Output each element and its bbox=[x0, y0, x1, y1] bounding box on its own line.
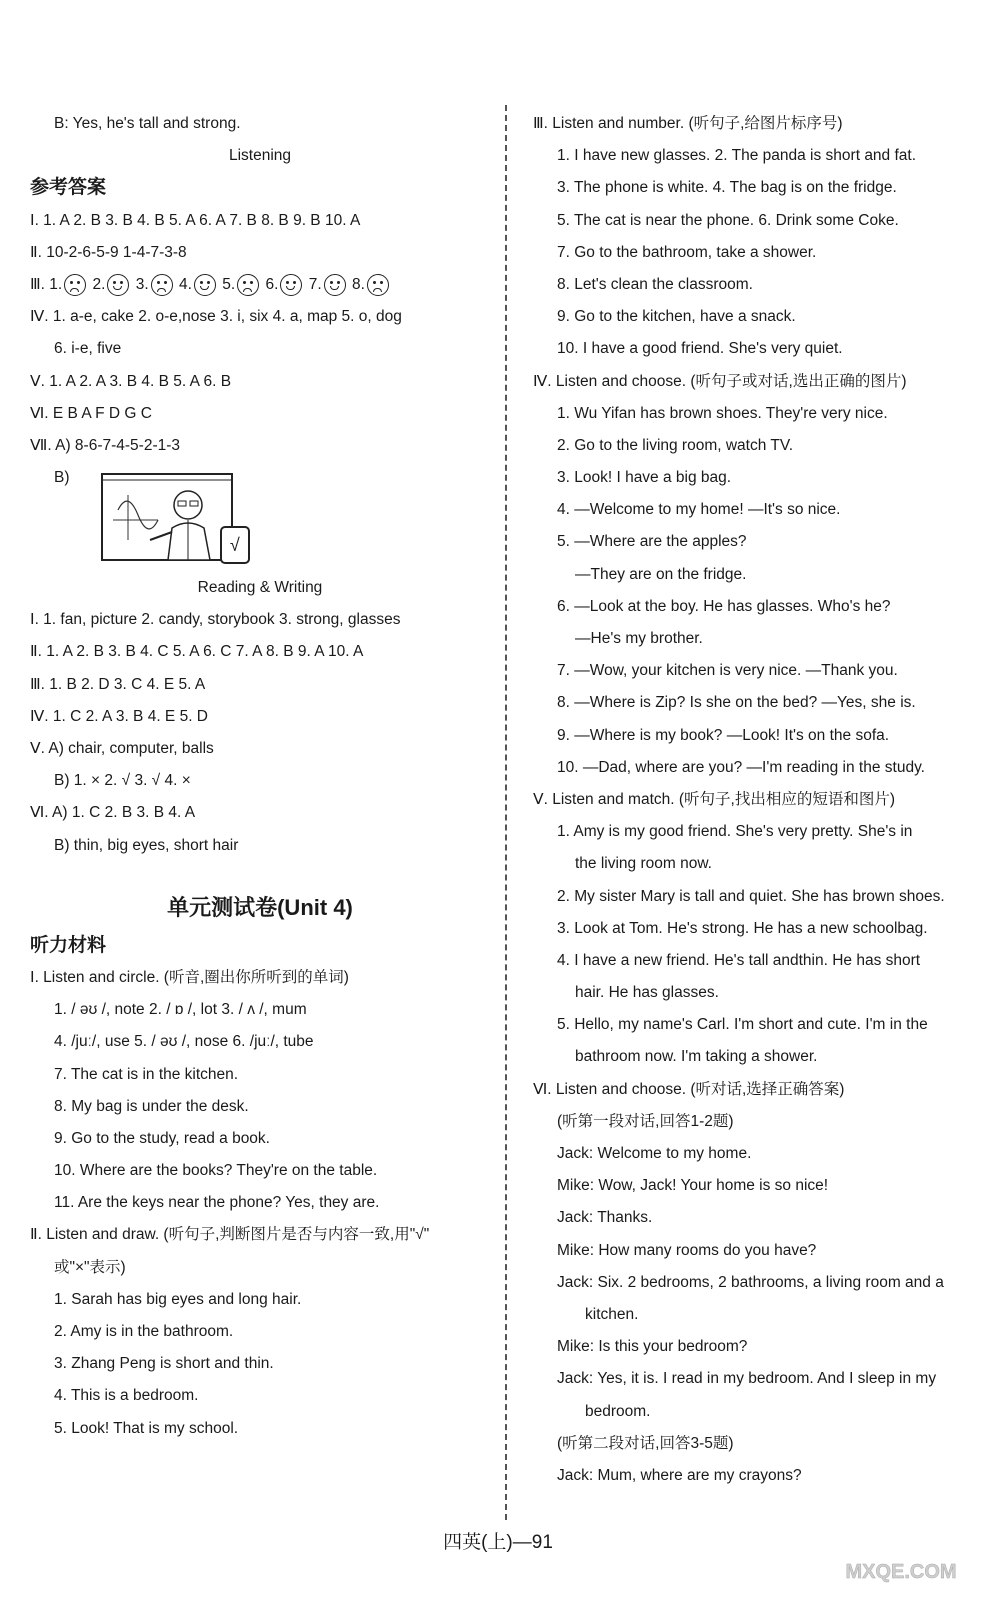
section-heading: Ⅴ. Listen and match. (听句子,找出相应的短语和图片) bbox=[533, 790, 896, 808]
answer-line: Ⅱ. 1. A 2. B 3. B 4. C 5. A 6. C 7. A 8. B 9. A 10. A bbox=[30, 643, 364, 661]
listen-draw-list bbox=[30, 1284, 490, 1445]
listen-item: 1. Sarah has big eyes and long hair. bbox=[54, 1290, 302, 1308]
dialogue-line: Mike: How many rooms do you have? bbox=[557, 1241, 817, 1259]
listen-item: 9. —Where is my book? —Look! It's on the sofa. bbox=[557, 726, 890, 744]
dialogue-line: (听第一段对话,回答1-2题) bbox=[557, 1112, 734, 1130]
dialogue-line: Jack: Welcome to my home. bbox=[557, 1145, 752, 1162]
listen-item: 7. The cat is in the kitchen. bbox=[54, 1065, 239, 1083]
listen-item: 8. —Where is Zip? Is she on the bed? —Yes, she is. bbox=[557, 694, 916, 712]
answer-line: Ⅴ. A) chair, computer, balls bbox=[30, 740, 214, 757]
listen-item: hair. He has glasses. bbox=[575, 984, 719, 1002]
listen-choose-list bbox=[533, 398, 973, 784]
answer-line: Ⅶ. A) 8-6-7-4-5-2-1-3 bbox=[30, 436, 181, 454]
dialogue-line: bedroom. bbox=[585, 1402, 651, 1420]
dialogue-line: Jack: Yes, it is. I read in my bedroom. And I sleep in my bbox=[557, 1370, 937, 1388]
listen-item: 7. —Wow, your kitchen is very nice. —Thank you. bbox=[557, 662, 898, 680]
listen-circle-list bbox=[30, 994, 490, 1219]
unit-title: 单元测试卷(Unit 4) bbox=[167, 894, 353, 920]
listen-item: 3. Zhang Peng is short and thin. bbox=[54, 1355, 274, 1373]
dialogue-line: (听第二段对话,回答3-5题) bbox=[557, 1434, 734, 1452]
listen-item: 7. Go to the bathroom, take a shower. bbox=[557, 243, 817, 261]
sad-face-icon bbox=[151, 274, 173, 296]
listen-item: 3. Look! I have a big bag. bbox=[557, 469, 732, 487]
faces-answer-line bbox=[30, 269, 490, 301]
face-answer-label: 8. bbox=[352, 275, 365, 293]
listen-item: bathroom now. I'm taking a shower. bbox=[575, 1048, 818, 1066]
page-footer: 四英(上)—91 bbox=[443, 1532, 553, 1553]
listen-item: —He's my brother. bbox=[575, 630, 703, 647]
section-heading: Ⅱ. Listen and draw. (听句子,判断图片是否与内容一致,用"√" bbox=[30, 1226, 430, 1244]
reading-writing-heading: Reading & Writing bbox=[197, 579, 323, 597]
dialogue-line: kitchen. bbox=[585, 1305, 639, 1323]
listen-match-list bbox=[533, 816, 973, 1074]
listen-item: 5. Hello, my name's Carl. I'm short and cute. I'm in the bbox=[557, 1016, 928, 1034]
site-watermark-logo bbox=[826, 1528, 976, 1588]
listen-item: 1. I have new glasses. 2. The panda is short and fat. bbox=[557, 147, 917, 165]
listen-item: the living room now. bbox=[575, 855, 712, 873]
sad-face-icon bbox=[367, 274, 389, 296]
section-heading-cont: 或"×"表示) bbox=[54, 1258, 126, 1276]
dialogue-line: Mike: Wow, Jack! Your home is so nice! bbox=[557, 1177, 829, 1195]
answer-line: B) 1. × 2. √ 3. √ 4. × bbox=[54, 772, 191, 790]
answer-line: Ⅰ. 1. A 2. B 3. B 4. B 5. A 6. A 7. B 8. B 9. B 10. A bbox=[30, 211, 361, 229]
right-column bbox=[533, 108, 973, 1492]
listen-item: 3. Look at Tom. He's strong. He has a new schoolbag. bbox=[557, 919, 928, 937]
face-answer-label: 3. bbox=[135, 275, 149, 293]
listen-item: 10. Where are the books? They're on the table. bbox=[54, 1162, 378, 1180]
listen-item: —They are on the fridge. bbox=[575, 565, 747, 583]
face-answer-label: 7. bbox=[308, 275, 322, 293]
section-heading: Ⅵ. Listen and choose. (听对话,选择正确答案) bbox=[533, 1080, 845, 1098]
face-answer-label: 6. bbox=[265, 275, 279, 293]
answer-label: B) bbox=[54, 469, 70, 487]
material-heading: 听力材料 bbox=[30, 934, 107, 956]
answer-line: Ⅵ. A) 1. C 2. B 3. B 4. A bbox=[30, 804, 196, 822]
face-answer-label: 5. bbox=[222, 275, 236, 293]
dialogue-line: Jack: Mum, where are my crayons? bbox=[557, 1466, 802, 1484]
listen-item: 8. My bag is under the desk. bbox=[54, 1097, 249, 1115]
listen-item: 4. /juː/, use 5. / əʊ /, nose 6. /juː/, tube bbox=[54, 1033, 314, 1051]
listen-item: 8. Let's clean the classroom. bbox=[557, 275, 753, 293]
happy-face-icon bbox=[107, 274, 129, 296]
dialogue-line: B: Yes, he's tall and strong. bbox=[54, 115, 241, 132]
listen-number-list bbox=[533, 140, 973, 365]
dialogue-line: Mike: Is this your bedroom? bbox=[557, 1338, 748, 1356]
listen-item: 10. —Dad, where are you? —I'm reading in the study. bbox=[557, 758, 925, 776]
answer-line: Ⅲ. 1. B 2. D 3. C 4. E 5. A bbox=[30, 675, 206, 693]
picture-answer-row bbox=[30, 462, 490, 572]
section-heading: Ⅳ. Listen and choose. (听句子或对话,选出正确的图片) bbox=[533, 372, 907, 390]
answer-line: Ⅰ. 1. fan, picture 2. candy, storybook 3. strong, glasses bbox=[30, 611, 401, 629]
listen-item: 9. Go to the kitchen, have a snack. bbox=[557, 308, 796, 326]
answer-line: 6. i-e, five bbox=[54, 340, 122, 358]
listen-item: 5. Look! That is my school. bbox=[54, 1419, 239, 1437]
dialogue-line: Jack: Six. 2 bedrooms, 2 bathrooms, a living room and a bbox=[557, 1273, 944, 1291]
listen-item: 2. Amy is in the bathroom. bbox=[54, 1323, 234, 1340]
check-box: √ bbox=[220, 526, 250, 564]
section-heading: Ⅲ. Listen and number. (听句子,给图片标序号) bbox=[533, 115, 843, 132]
sad-face-icon bbox=[64, 274, 86, 296]
happy-face-icon bbox=[280, 274, 302, 296]
left-column bbox=[30, 108, 490, 1445]
listen-item: 1. / əʊ /, note 2. / ɒ /, lot 3. / ʌ /, mum bbox=[54, 1001, 307, 1019]
answer-line: Ⅳ. 1. a-e, cake 2. o-e,nose 3. i, six 4. a, map 5. o, dog bbox=[30, 308, 402, 326]
happy-face-icon bbox=[324, 274, 346, 296]
face-answer-label: 4. bbox=[179, 275, 192, 293]
answers-heading: 参考答案 bbox=[30, 177, 107, 199]
answer-line: Ⅴ. 1. A 2. A 3. B 4. B 5. A 6. B bbox=[30, 372, 232, 390]
listen-item: 3. The phone is white. 4. The bag is on the fridge. bbox=[557, 179, 897, 197]
listen-item: 5. —Where are the apples? bbox=[557, 533, 747, 551]
listen-item: 4. This is a bedroom. bbox=[54, 1387, 199, 1405]
answer-line: Ⅳ. 1. C 2. A 3. B 4. E 5. D bbox=[30, 707, 209, 725]
face-answer-label: Ⅲ. 1. bbox=[30, 275, 63, 293]
listen-item: 1. Amy is my good friend. She's very pretty. She's in bbox=[557, 823, 913, 841]
answer-line: Ⅵ. E B A F D G C bbox=[30, 404, 152, 422]
happy-face-icon bbox=[194, 274, 216, 296]
answer-line: B) thin, big eyes, short hair bbox=[54, 836, 239, 854]
listen-item: 2. Go to the living room, watch TV. bbox=[557, 436, 794, 454]
teacher-blackboard-illustration bbox=[98, 470, 248, 568]
listen-item: 10. I have a good friend. She's very quiet. bbox=[557, 340, 843, 358]
column-divider bbox=[505, 105, 507, 1520]
listen-item: 1. Wu Yifan has brown shoes. They're very nice. bbox=[557, 404, 888, 422]
face-answer-label: 2. bbox=[92, 275, 106, 293]
listen-item: 4. I have a new friend. He's tall andthin. He has short bbox=[557, 951, 921, 969]
listening-heading: Listening bbox=[228, 147, 292, 165]
listen-item: 9. Go to the study, read a book. bbox=[54, 1129, 270, 1147]
listen-item: 4. —Welcome to my home! —It's so nice. bbox=[557, 501, 841, 519]
listen-item: 2. My sister Mary is tall and quiet. She has brown shoes. bbox=[557, 887, 945, 905]
dialogue-list bbox=[533, 1106, 973, 1492]
dialogue-line: Jack: Thanks. bbox=[557, 1209, 653, 1227]
section-heading: Ⅰ. Listen and circle. (听音,圈出你所听到的单词) bbox=[30, 968, 349, 986]
listen-item: 5. The cat is near the phone. 6. Drink some Coke. bbox=[557, 211, 899, 229]
listen-item: 11. Are the keys near the phone? Yes, they are. bbox=[54, 1194, 380, 1212]
answer-line: Ⅱ. 10-2-6-5-9 1-4-7-3-8 bbox=[30, 243, 187, 261]
listen-item: 6. —Look at the boy. He has glasses. Who's he? bbox=[557, 597, 891, 615]
sad-face-icon bbox=[237, 274, 259, 296]
watermark-text: MXQE.COM bbox=[845, 1561, 957, 1583]
